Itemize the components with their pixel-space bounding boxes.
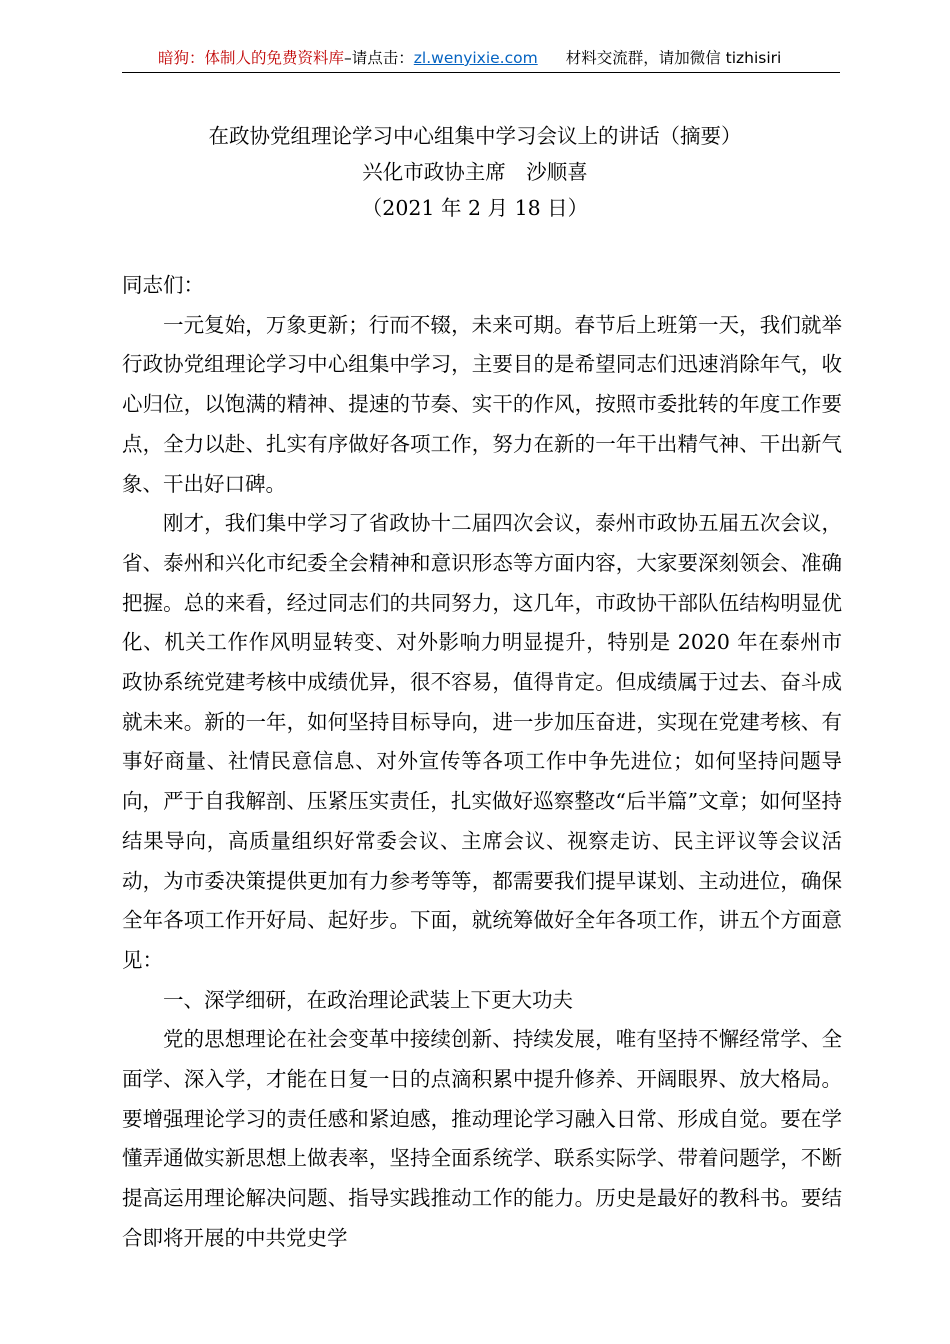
paragraph-2: 刚才，我们集中学习了省政协十二届四次会议，泰州市政协五届五次会议，省、泰州和兴化市纪委全会精神和意识形态等方面内容，大家要深刻领会、准确把握。总的来看，经过同志们的共同努力，这几年，市政协干部队伍结构明显优化、机关工作作风明显转变、对外影响力明显提升，特别是 2020 年在泰州市政协系统党建考核中成绩优异，很不容易，值得肯定。但成绩属于过去、奋斗成就未来。新的一年，如何坚持目标导向，进一步加压奋进，实现在党建考核、有事好商量、社情民意信息、对外宣传等各项工作中争先进位；如何坚持问题导向，严于自我解剖、压紧压实责任，扎实做好巡察整改“后半篇”文章；如何坚持结果导向，高质量组织好常委会议、主席会议、视察走访、民主评议等会议活动，为市委决策提供更加有力参考等等，都需要我们提早谋划、主动进位，确保全年各项工作开好局、起好步。下面，就统筹做好全年各项工作，讲五个方面意见：: [122, 511, 842, 972]
header-group-info: 材料交流群，请加微信 tizhisiri: [565, 49, 782, 67]
document-author: 兴化市政协主席 沙顺喜: [362, 160, 588, 184]
header-prompt: –请点击：: [344, 49, 414, 67]
document-heading: [0, 118, 950, 226]
header-link[interactable]: zl.wenyixie.com: [413, 49, 538, 67]
document-body: [122, 266, 842, 1259]
document-date: （2021 年 2 月 18 日）: [361, 196, 589, 220]
page-header: [122, 46, 840, 73]
section-heading-1: 一、深学细研，在政治理论武装上下更大功夫: [163, 987, 573, 1012]
salutation: 同志们：: [122, 273, 204, 297]
paragraph-1: 一元复始，万象更新；行而不辍，未来可期。春节后上班第一天，我们就举行政协党组理论学习中心组集中学习，主要目的是希望同志们迅速消除年气，收心归位，以饱满的精神、提速的节奏、实干的作风，按照市委批转的年度工作要点，全力以赴、扎实有序做好各项工作，努力在新的一年干出精气神、干出新气象、干出好口碑。: [122, 312, 842, 496]
paragraph-3: 党的思想理论在社会变革中接续创新、持续发展，唯有坚持不懈经常学、全面学、深入学，才能在日复一日的点滴积累中提升修养、开阔眼界、放大格局。要增强理论学习的责任感和紧迫感，推动理论学习融入日常、形成自觉。要在学懂弄通做实新思想上做表率，坚持全面系统学、联系实际学、带着问题学，不断提高运用理论解决问题、指导实践推动工作的能力。历史是最好的教科书。要结合即将开展的中共党史学: [122, 1027, 842, 1250]
header-site-name: 暗狗：体制人的免费资料库: [158, 49, 345, 67]
document-title: 在政协党组理论学习中心组集中学习会议上的讲话（摘要）: [208, 124, 742, 148]
